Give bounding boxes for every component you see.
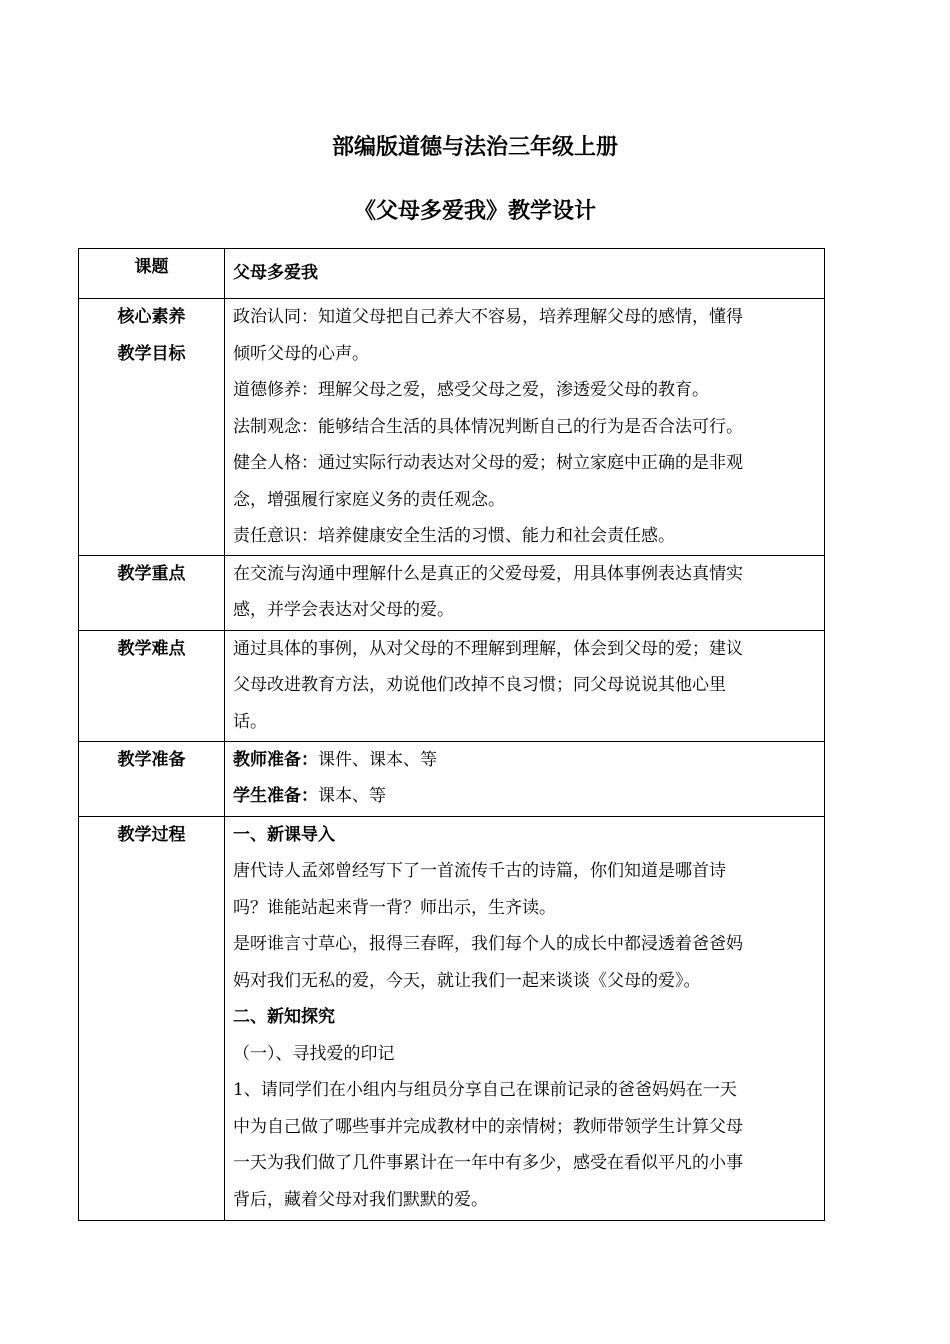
value-topic: 父母多爱我: [225, 249, 825, 299]
table-row-difficult: [79, 630, 825, 741]
label-goals-line2: 教学目标: [117, 343, 186, 364]
process-heading: 一、新课导入: [233, 824, 335, 845]
process-line: 一天为我们做了几件事累计在一年中有多少，感受在看似平凡的小事: [233, 1153, 743, 1173]
label-goals: [79, 299, 225, 556]
prep-teacher-value: 课件、课本、等: [318, 749, 437, 770]
prep-teacher-label: 教师准备：: [233, 749, 318, 770]
prep-student-label: 学生准备：: [233, 786, 318, 806]
goals-line: 念，增强履行家庭义务的责任观念。: [233, 489, 505, 510]
prep-student-value: 课本、等: [318, 786, 386, 806]
goals-line: 道德修养：理解父母之爱，感受父母之爱，渗透爱父母的教育。: [233, 380, 709, 400]
goals-line: 政治认同：知道父母把自己养大不容易，培养理解父母的感情，懂得: [233, 307, 743, 327]
goals-line: 倾听父母的心声。: [233, 343, 369, 364]
table-row-key: [79, 555, 825, 630]
label-key: 教学重点: [79, 555, 225, 630]
process-line: 是呀谁言寸草心，报得三春晖，我们每个人的成长中都浸透着爸爸妈: [233, 934, 743, 954]
table-row-topic: [79, 249, 825, 299]
process-heading: 二、新知探究: [233, 1007, 335, 1027]
difficult-line: 话。: [233, 711, 267, 732]
value-goals: [225, 299, 825, 556]
label-goals-line1: 核心素养: [117, 307, 186, 327]
lesson-plan-table: [78, 248, 825, 1221]
process-line: 吗？谁能站起来背一背？师出示，生齐读。: [233, 897, 556, 918]
prep-student: [233, 778, 816, 815]
process-line: 1、请同学们在小组内与组员分享自己在课前记录的爸爸妈妈在一天: [233, 1080, 737, 1100]
value-process: [225, 816, 825, 1220]
key-line: 在交流与沟通中理解什么是真正的父爱母爱，用具体事例表达真情实: [233, 563, 743, 584]
label-prep: 教学准备: [79, 741, 225, 816]
table-row-goals: [79, 299, 825, 556]
process-subheading: （一）、寻找爱的印记: [233, 1043, 395, 1064]
difficult-line: 通过具体的事例，从对父母的不理解到理解，体会到父母的爱；建议: [233, 638, 743, 659]
process-line: 唐代诗人孟郊曾经写下了一首流传千古的诗篇，你们知道是哪首诗: [233, 861, 726, 881]
difficult-line: 父母改进教育方法，劝说他们改掉不良习惯；同父母说说其他心里: [233, 675, 726, 695]
document-subtitle: 《父母多爱我》教学设计: [353, 198, 596, 224]
key-line: 感，并学会表达对父母的爱。: [233, 600, 454, 620]
goals-line: 责任意识：培养健康安全生活的习惯、能力和社会责任感。: [233, 526, 675, 546]
label-topic: 课题: [79, 249, 225, 299]
label-difficult: 教学难点: [79, 630, 225, 741]
label-process: 教学过程: [79, 816, 225, 1220]
prep-teacher: [233, 742, 816, 779]
process-line: 妈对我们无私的爱，今天，就让我们一起来谈谈《父母的爱》。: [233, 970, 701, 991]
goals-line: 健全人格：通过实际行动表达对父母的爱；树立家庭中正确的是非观: [233, 453, 743, 473]
process-line: 背后，藏着父母对我们默默的爱。: [233, 1189, 488, 1210]
value-key: [225, 555, 825, 630]
value-difficult: [225, 630, 825, 741]
goals-line: 法制观念：能够结合生活的具体情况判断自己的行为是否合法可行。: [233, 416, 743, 437]
table-row-prep: [79, 741, 825, 816]
table-row-process: [79, 816, 825, 1220]
value-prep: [225, 741, 825, 816]
document-title: 部编版道德与法治三年级上册: [331, 134, 618, 160]
process-line: 中为自己做了哪些事并完成教材中的亲情树；教师带领学生计算父母: [233, 1116, 743, 1137]
